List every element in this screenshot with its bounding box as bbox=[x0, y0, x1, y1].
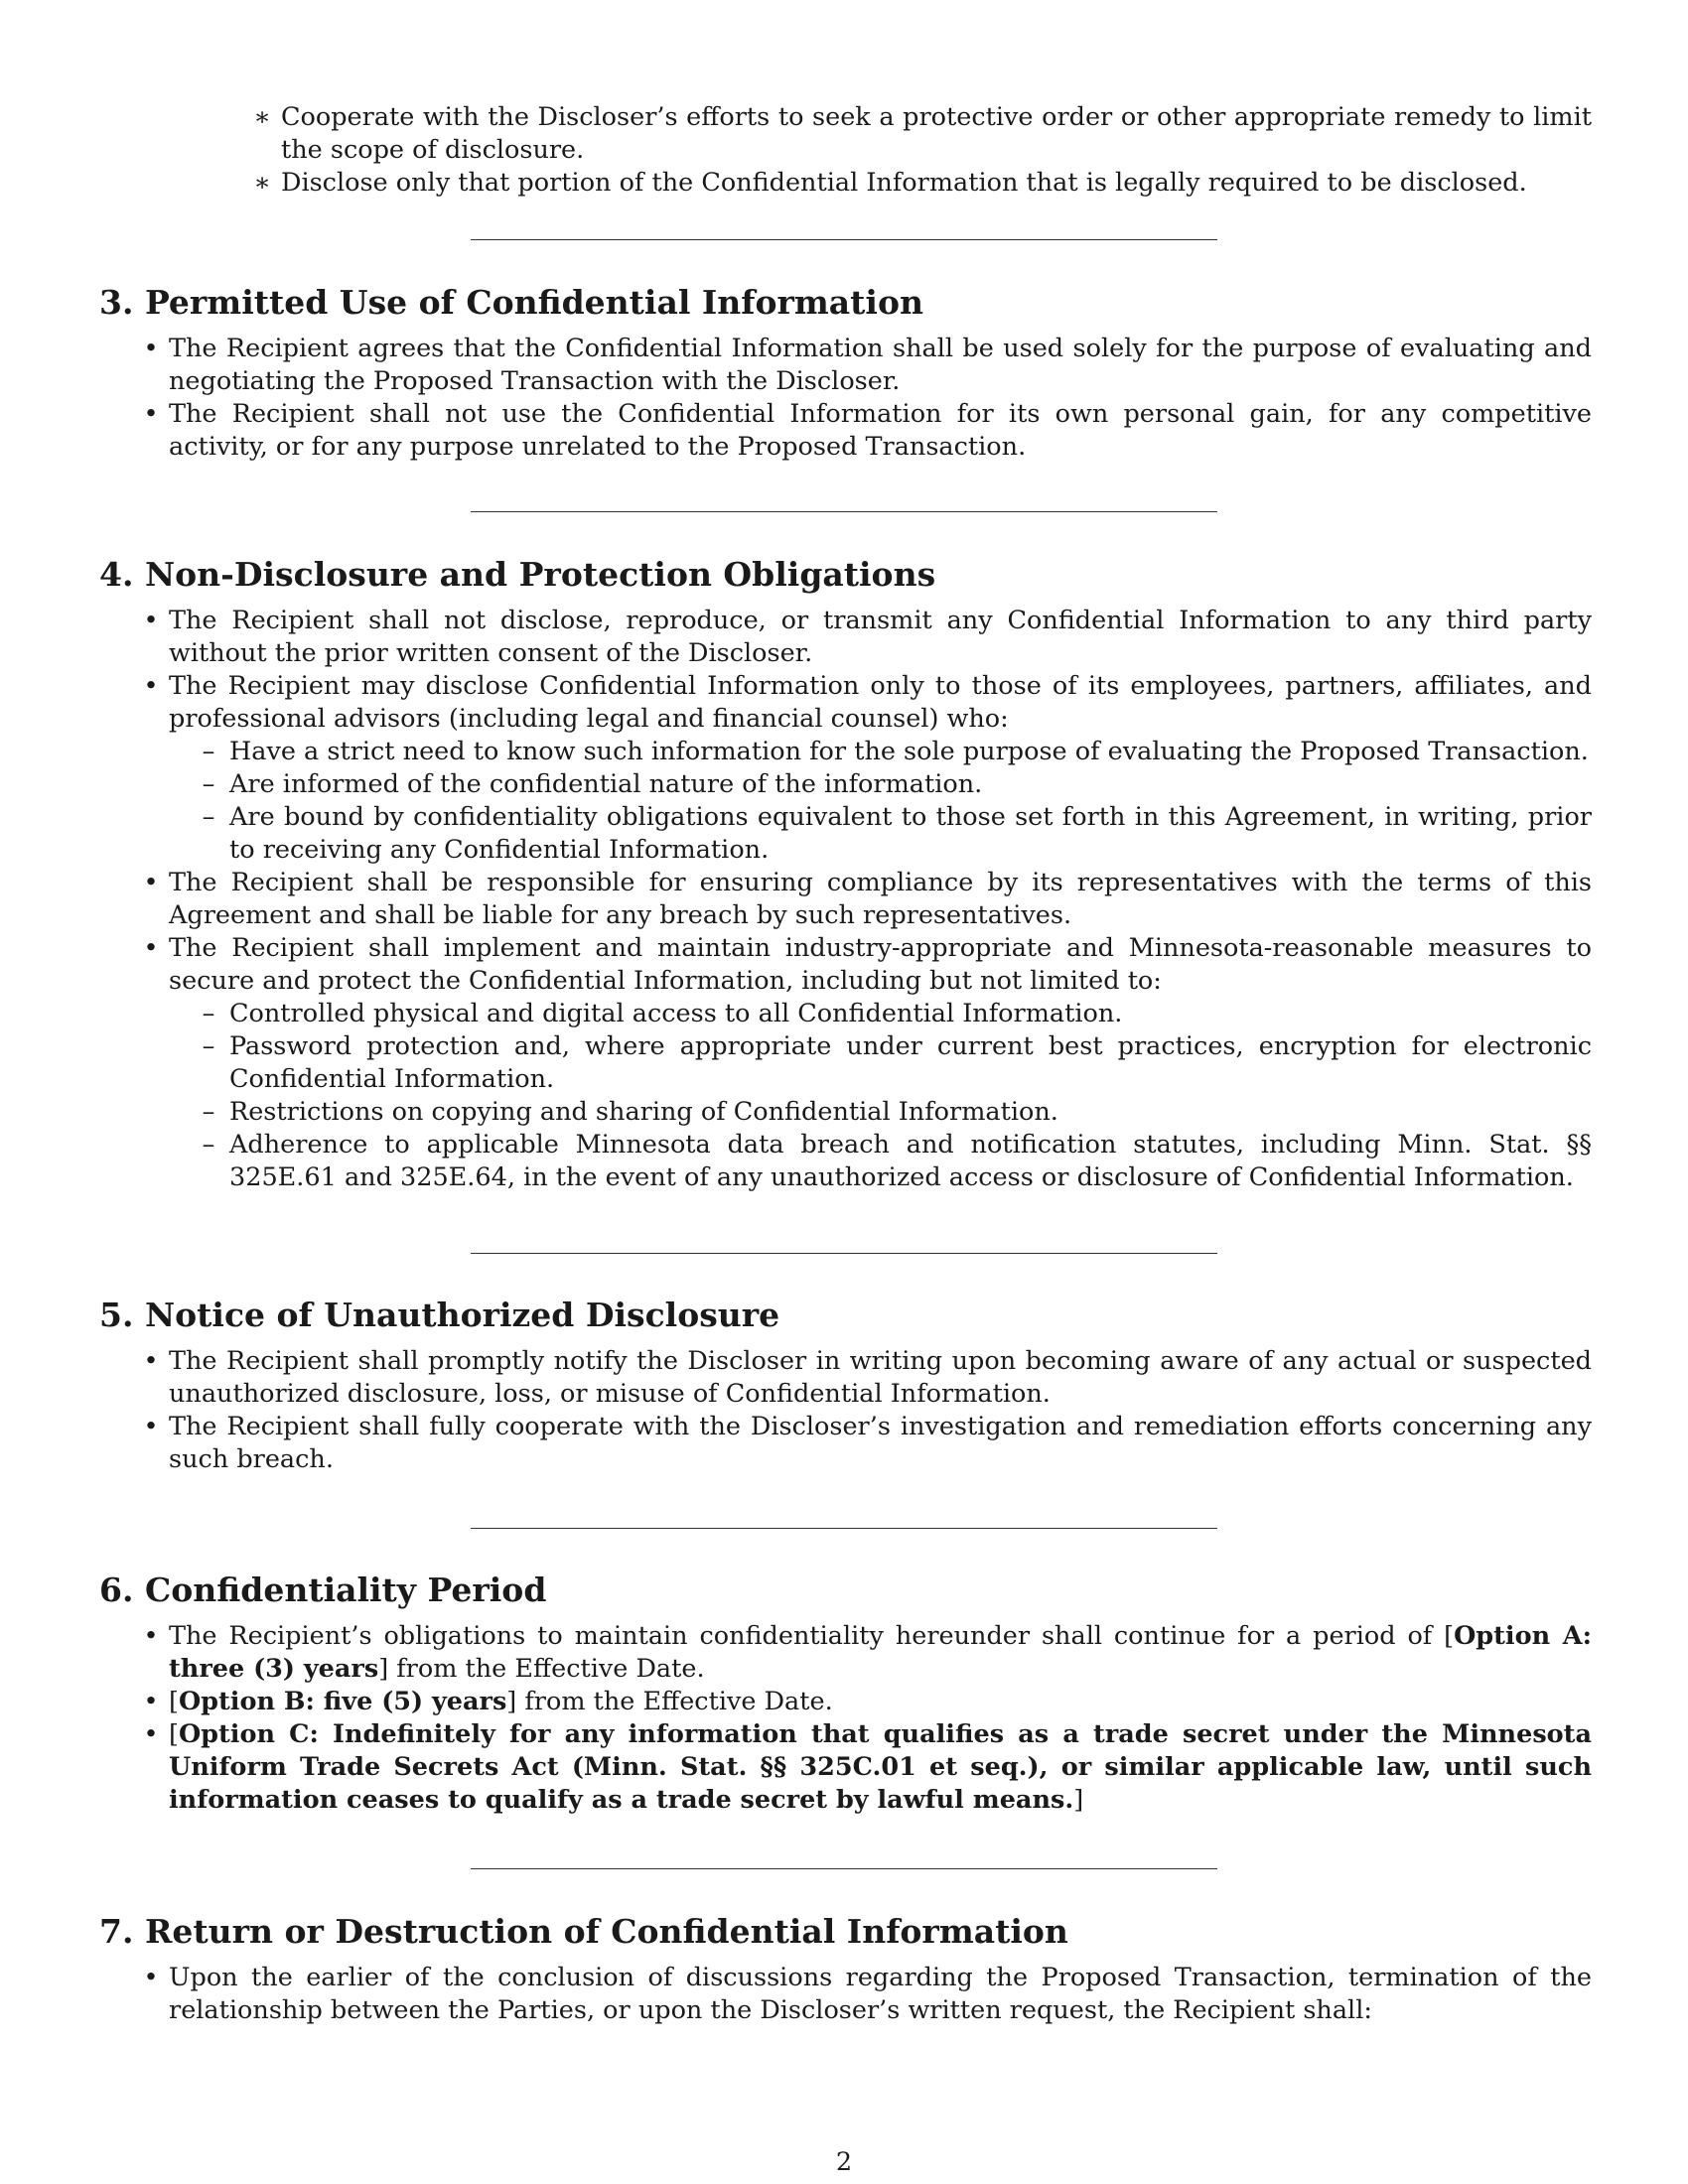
sub-list bbox=[169, 998, 1592, 1194]
list-item bbox=[143, 1962, 1592, 2027]
section-number: 4. bbox=[99, 555, 134, 594]
bullet-marker: • bbox=[143, 399, 159, 429]
section-3 bbox=[99, 283, 1592, 464]
list-item bbox=[143, 1718, 1592, 1817]
section-7 bbox=[99, 1912, 1592, 2027]
section-heading bbox=[99, 1296, 1592, 1335]
list-item bbox=[143, 867, 1592, 932]
section-heading bbox=[99, 1570, 1592, 1610]
page-number: 2 bbox=[835, 2147, 853, 2177]
bullet-marker: • bbox=[143, 1719, 159, 1749]
bracket-close: ] bbox=[1073, 1785, 1084, 1815]
bracket-open: [ bbox=[169, 1687, 179, 1716]
section-title: Non-Disclosure and Protection Obligations bbox=[145, 555, 936, 594]
section-6 bbox=[99, 1570, 1592, 1817]
section-divider bbox=[471, 1528, 1217, 1529]
sub-item-text: Controlled physical and digital access to all Confidential Information. bbox=[229, 999, 1123, 1028]
section-heading bbox=[99, 1912, 1592, 1952]
section-divider bbox=[471, 1868, 1217, 1869]
list-item bbox=[253, 167, 1592, 200]
list-item-text: The Recipient agrees that the Confidential Information shall be used solely for the purpose of evaluating and negotiating the Proposed Transaction with the Discloser. bbox=[169, 334, 1592, 396]
sub-item-text: Are bound by confidentiality obligations equivalent to those set forth in this Agreement, in writing, prior to receiving any Confidential Information. bbox=[229, 802, 1592, 865]
asterisk-marker: ∗ bbox=[253, 102, 271, 132]
list-item-text: The Recipient shall promptly notify the Discloser in writing upon becoming aware of any actual or suspected unauthorized disclosure, loss, or misuse of Confidential Information. bbox=[169, 1346, 1592, 1409]
bullet-marker: • bbox=[143, 334, 159, 363]
list-item-text: The Recipient’s obligations to maintain confidentiality hereunder shall continue for a period of [ bbox=[169, 1621, 1455, 1651]
list-item-tail: ] from the Effective Date. bbox=[378, 1654, 705, 1684]
bullet-list bbox=[99, 333, 1592, 464]
list-item bbox=[253, 101, 1592, 167]
sub-list-item bbox=[202, 1096, 1592, 1129]
asterisk-marker: ∗ bbox=[253, 168, 271, 198]
sub-list-item bbox=[202, 736, 1592, 768]
bullet-list bbox=[99, 1345, 1592, 1476]
dash-marker: – bbox=[202, 1097, 215, 1127]
section-title: Permitted Use of Confidential Information bbox=[145, 283, 923, 322]
sub-item-text: Restrictions on copying and sharing of Confidential Information. bbox=[229, 1097, 1058, 1127]
section-title: Notice of Unauthorized Disclosure bbox=[145, 1296, 780, 1334]
option-a-text: Option A: three (3) years bbox=[169, 1621, 1592, 1684]
bullet-list bbox=[99, 1962, 1592, 2027]
sub-item-text: Have a strict need to know such information for the sole purpose of evaluating the Proposed Transaction. bbox=[229, 737, 1589, 766]
list-item bbox=[143, 605, 1592, 670]
sub-list-item bbox=[202, 768, 1592, 801]
section-4 bbox=[99, 555, 1592, 1194]
bullet-marker: • bbox=[143, 1346, 159, 1376]
sub-item-text: Adherence to applicable Minnesota data breach and notification statutes, including Minn. Stat. §§ 325E.61 and 325E.64, in the event of any unauthorized access or disclosure of Confidential Information. bbox=[229, 1130, 1592, 1192]
bullet-marker: • bbox=[143, 606, 159, 635]
bracket-open: [ bbox=[169, 1719, 179, 1749]
bullet-list bbox=[99, 1620, 1592, 1817]
list-item-text: Upon the earlier of the conclusion of discussions regarding the Proposed Transaction, termination of the relationship between the Parties, or upon the Discloser’s written request, the Recipient shall: bbox=[169, 1963, 1592, 2025]
list-item-text: The Recipient shall implement and maintain industry-appropriate and Minnesota-reasonable measures to secure and protect the Confidential Information, including but not limited to: bbox=[169, 933, 1592, 996]
section-heading bbox=[99, 283, 1592, 323]
section-title: Return or Destruction of Confidential Information bbox=[145, 1912, 1068, 1951]
sub-list-item bbox=[202, 801, 1592, 867]
list-item-text: The Recipient shall not use the Confidential Information for its own personal gain, for any competitive activity, or for any purpose unrelated to the Proposed Transaction. bbox=[169, 399, 1592, 462]
bullet-marker: • bbox=[143, 1412, 159, 1441]
list-item-text: The Recipient may disclose Confidential Information only to those of its employees, partners, affiliates, and professional advisors (including legal and financial counsel) who: bbox=[169, 671, 1592, 734]
list-item bbox=[143, 670, 1592, 867]
section-divider bbox=[471, 239, 1217, 240]
bullet-marker: • bbox=[143, 933, 159, 963]
section-heading bbox=[99, 555, 1592, 595]
section-5 bbox=[99, 1296, 1592, 1476]
bullet-marker: • bbox=[143, 671, 159, 701]
bullet-marker: • bbox=[143, 1621, 159, 1651]
sub-item-text: Are informed of the confidential nature of the information. bbox=[229, 769, 983, 799]
sub-list-item bbox=[202, 1129, 1592, 1194]
list-item-text: Disclose only that portion of the Confidential Information that is legally required to be disclosed. bbox=[281, 168, 1527, 198]
list-item bbox=[143, 1345, 1592, 1411]
list-item bbox=[143, 1620, 1592, 1686]
dash-marker: – bbox=[202, 737, 215, 766]
section-divider bbox=[471, 1253, 1217, 1254]
sub-list-item bbox=[202, 1030, 1592, 1096]
bullet-marker: • bbox=[143, 1687, 159, 1716]
bullet-list bbox=[99, 605, 1592, 1194]
dash-marker: – bbox=[202, 1130, 215, 1160]
section-number: 7. bbox=[99, 1912, 134, 1951]
dash-marker: – bbox=[202, 802, 215, 832]
list-item-text: The Recipient shall fully cooperate with the Discloser’s investigation and remediation efforts concerning any such breach. bbox=[169, 1412, 1592, 1474]
list-item bbox=[143, 333, 1592, 398]
section-number: 5. bbox=[99, 1296, 134, 1334]
list-item-tail: ] from the Effective Date. bbox=[506, 1687, 833, 1716]
list-item-text: Cooperate with the Discloser’s efforts to seek a protective order or other appropriate remedy to limit the scope of disclosure. bbox=[281, 102, 1592, 165]
option-c-text: Option C: Indefinitely for any information that qualifies as a trade secret under the Minnesota Uniform Trade Secrets Act (Minn. Stat. §§ 325C.01 et seq.), or similar applicable law, until such information ceases to qualify as a trade secret by lawful means. bbox=[169, 1719, 1592, 1815]
section-divider bbox=[471, 511, 1217, 512]
dash-marker: – bbox=[202, 769, 215, 799]
section-title: Confidentiality Period bbox=[145, 1570, 547, 1609]
list-item-text: The Recipient shall not disclose, reproduce, or transmit any Confidential Information to any third party without the prior written consent of the Discloser. bbox=[169, 606, 1592, 668]
section-number: 3. bbox=[99, 283, 134, 322]
list-item bbox=[143, 398, 1592, 464]
list-item bbox=[143, 932, 1592, 1194]
bullet-marker: • bbox=[143, 868, 159, 897]
sub-list-item bbox=[202, 998, 1592, 1030]
section-number: 6. bbox=[99, 1570, 134, 1609]
list-item bbox=[143, 1411, 1592, 1476]
list-item-text: The Recipient shall be responsible for ensuring compliance by its representatives with the terms of this Agreement and shall be liable for any breach by such representatives. bbox=[169, 868, 1592, 930]
list-item bbox=[143, 1686, 1592, 1718]
dash-marker: – bbox=[202, 999, 215, 1028]
sub-list bbox=[169, 736, 1592, 867]
sub-item-text: Password protection and, where appropriate under current best practices, encryption for electronic Confidential Information. bbox=[229, 1031, 1592, 1094]
option-b-text: Option B: five (5) years bbox=[178, 1687, 507, 1716]
bullet-marker: • bbox=[143, 1963, 159, 1992]
carryover-list bbox=[253, 101, 1592, 200]
dash-marker: – bbox=[202, 1031, 215, 1061]
